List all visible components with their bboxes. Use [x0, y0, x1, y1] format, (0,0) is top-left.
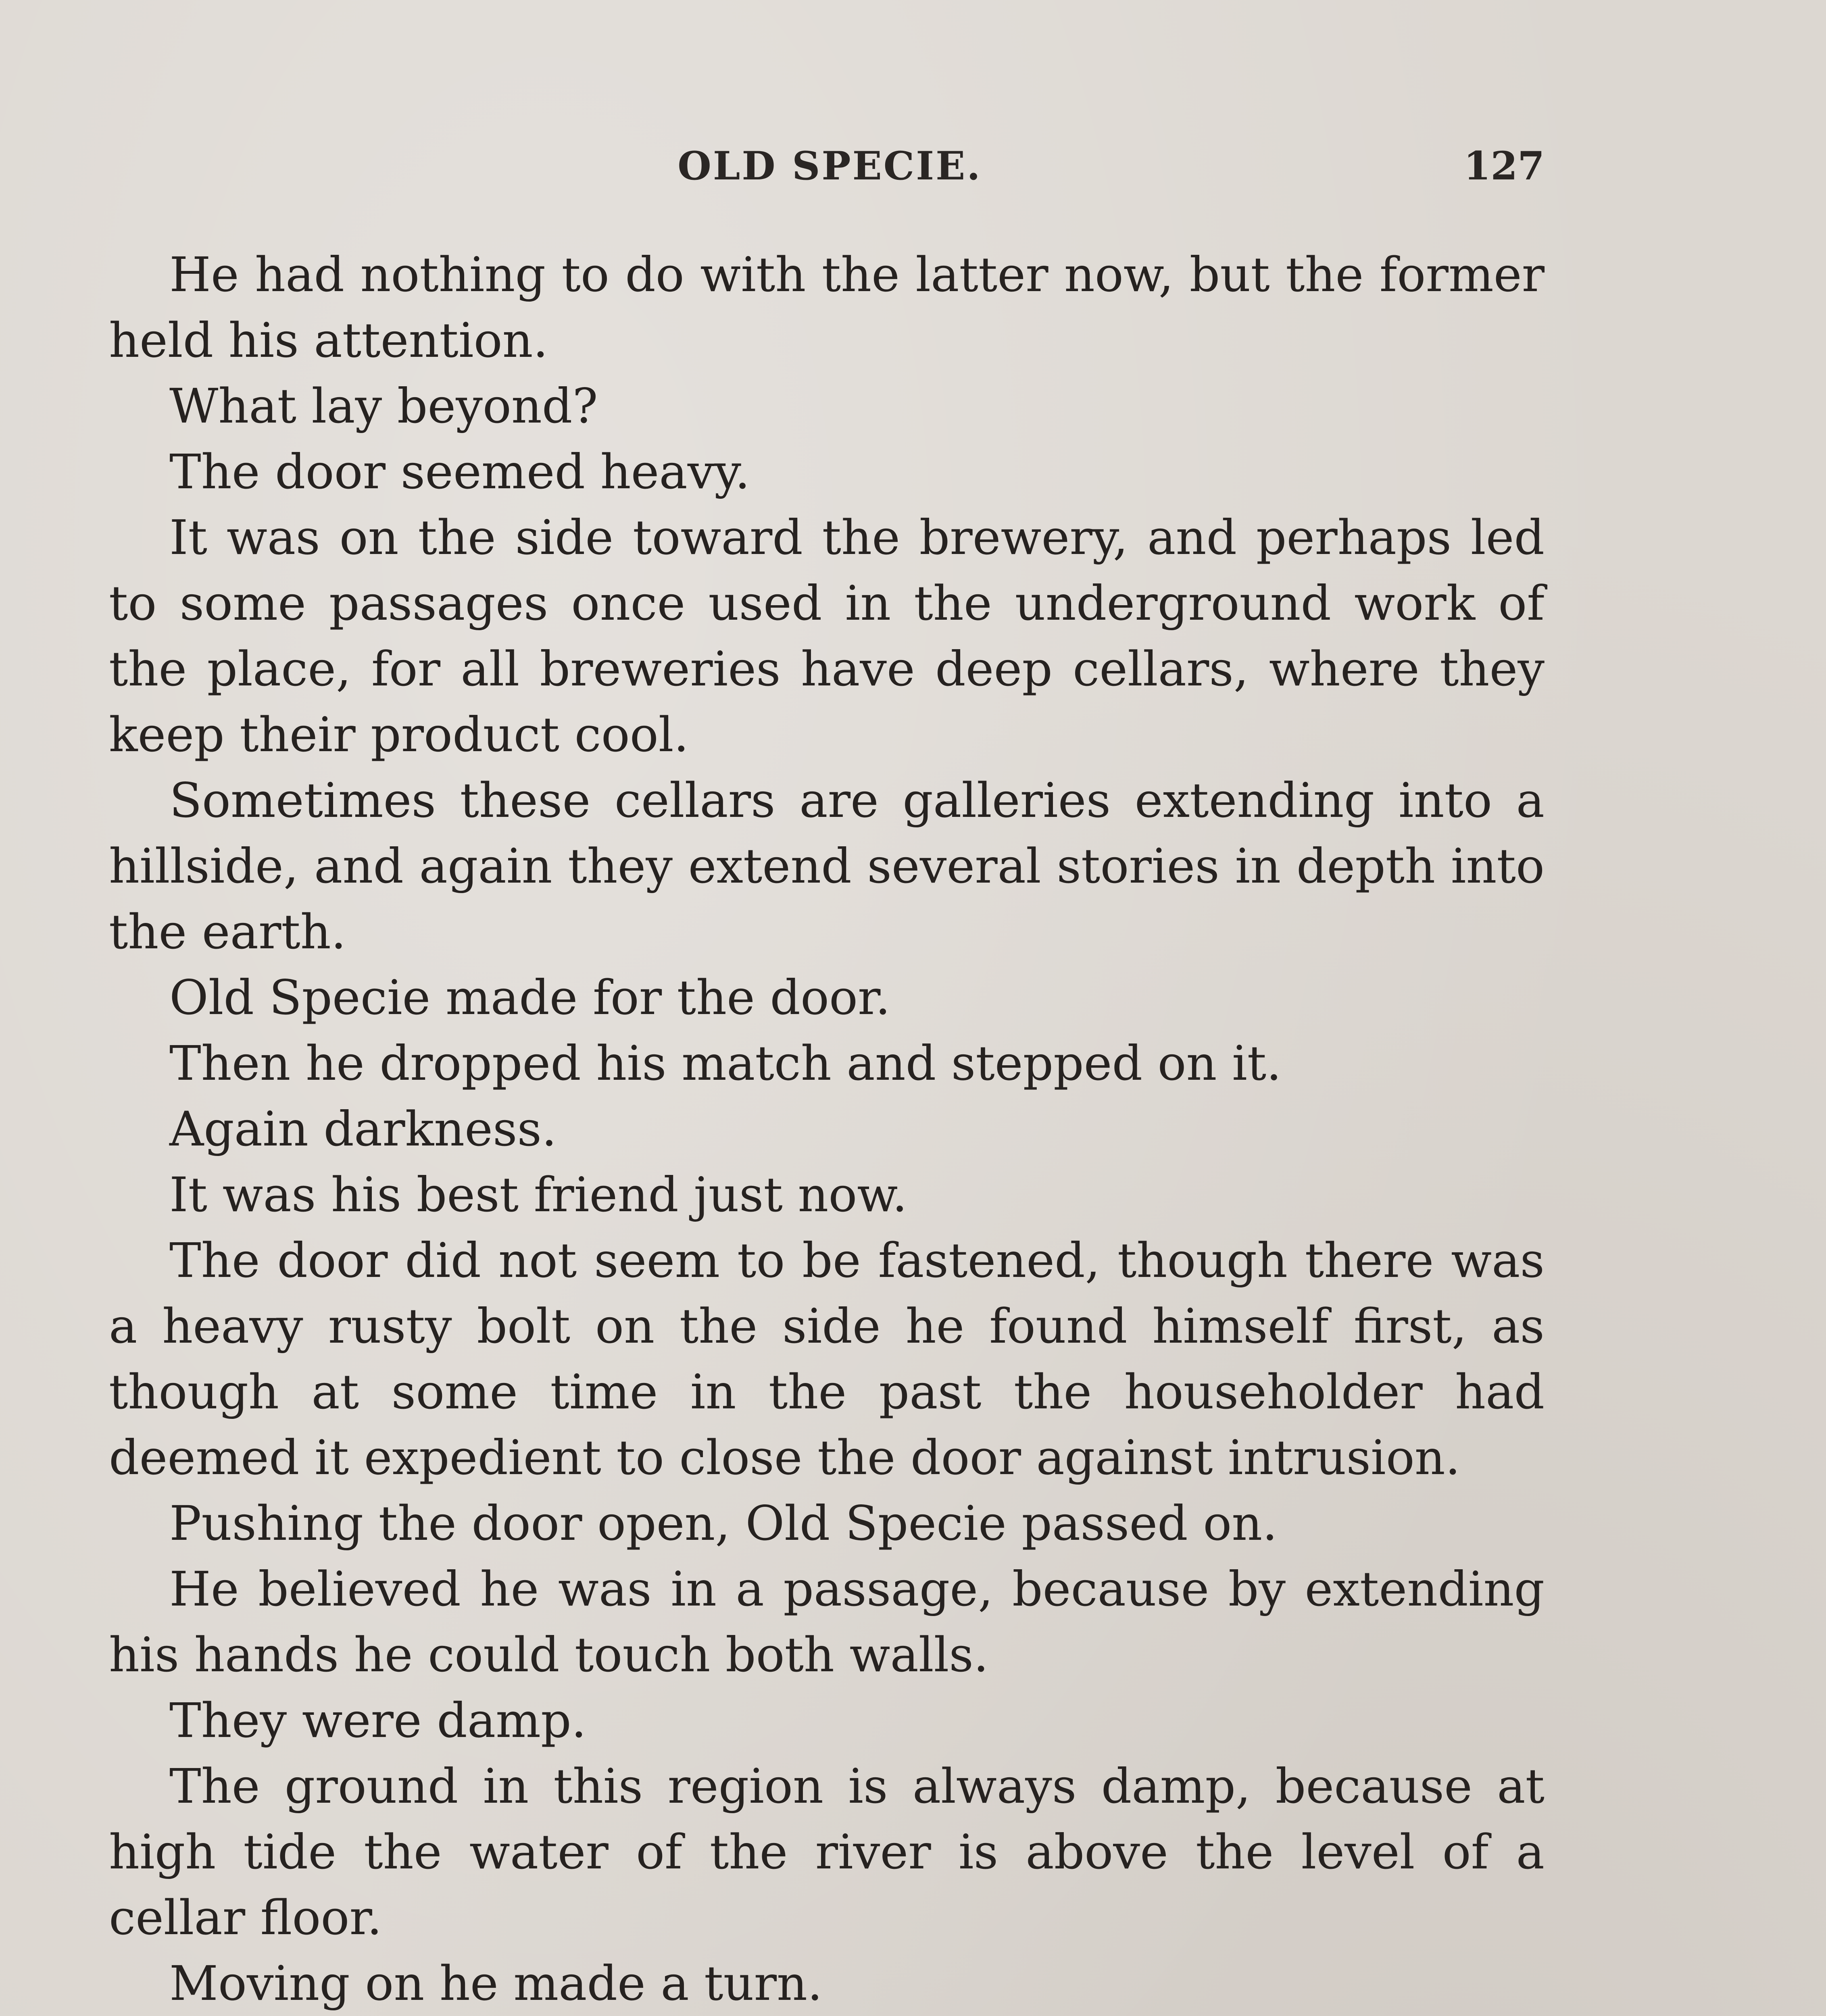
paragraph: He had nothing to do with the latter now, but the former held his attention.	[109, 247, 1545, 368]
body-text	[109, 242, 1545, 2016]
paragraph: They were damp.	[169, 1693, 587, 1748]
paragraph: Again darkness.	[169, 1101, 557, 1157]
paragraph: Moving on he made a turn.	[169, 1956, 823, 2011]
paragraph: The door seemed heavy.	[169, 444, 750, 500]
running-title: OLD SPECIE.	[677, 143, 982, 189]
paragraph: The ground in this region is always damp, because at high tide the water of the river is above the level of a cellar floor.	[109, 1758, 1545, 1945]
paragraph: Old Specie made for the door.	[169, 970, 890, 1025]
paragraph: Then he dropped his match and stepped on it.	[169, 1035, 1282, 1091]
page-header	[115, 143, 1545, 192]
paragraph: What lay beyond?	[169, 378, 598, 434]
page-number: 127	[1463, 143, 1545, 189]
paragraph: It was on the side toward the brewery, and perhaps led to some passages once used in the underground work of the place, for all breweries have deep cellars, where they keep their product cool.	[109, 510, 1545, 762]
paragraph: He believed he was in a passage, because by extending his hands he could touch both walls.	[109, 1561, 1545, 1683]
paragraph: It was his best friend just now.	[169, 1167, 907, 1223]
paragraph: Pushing the door open, Old Specie passed on.	[169, 1495, 1278, 1551]
paragraph: Sometimes these cellars are galleries extending into a hillside, and again they extend several stories in depth into the earth.	[109, 773, 1545, 960]
paragraph: The door did not seem to be fastened, though there was a heavy rusty bolt on the side he found himself first, as though at some time in the past the householder had deemed it expedient to close the door against intrusion.	[109, 1233, 1545, 1485]
